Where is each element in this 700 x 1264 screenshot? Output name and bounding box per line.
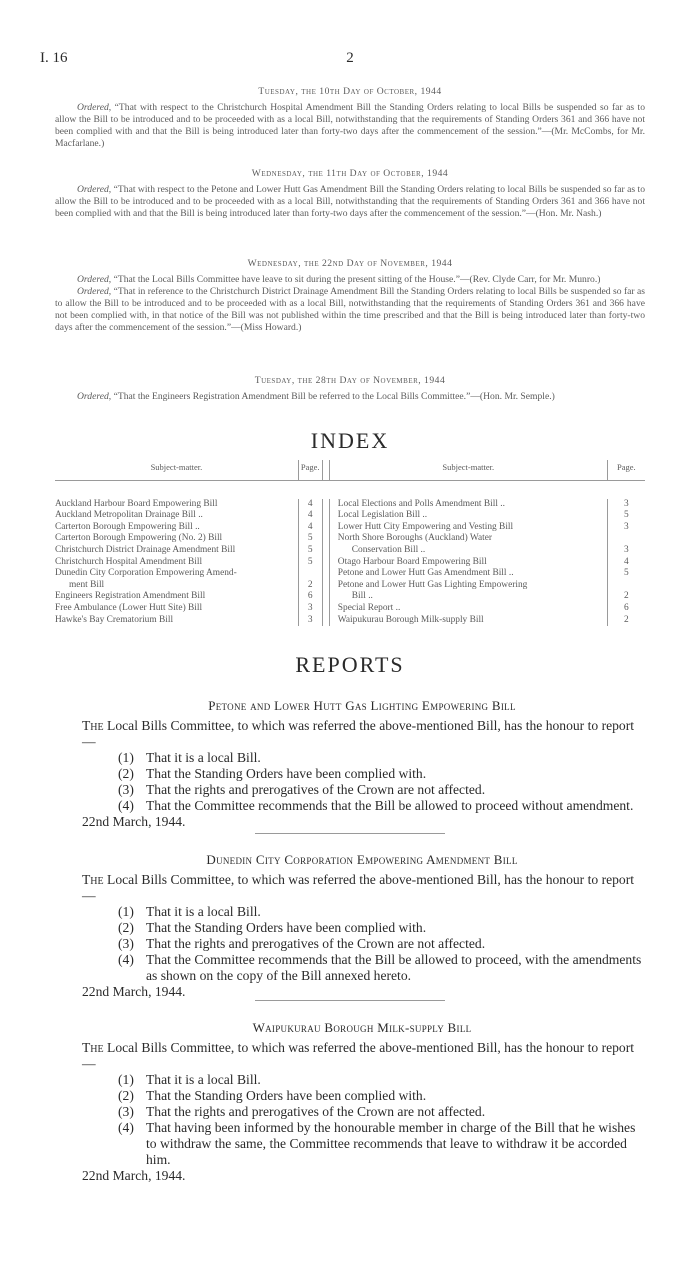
minute-paragraph	[55, 102, 645, 150]
index-right-subjects	[329, 499, 607, 627]
item-text: That the Committee recommends that the Bill be allowed to proceed without amendment.	[146, 798, 634, 813]
item-text: That the rights and prerogatives of the Crown are not affected.	[146, 1104, 486, 1119]
item-text: That the Standing Orders have been complied with.	[146, 920, 427, 935]
minute-text: “That the Local Bills Committee have leave to sit during the present sitting of the House.”—(Rev. Clyde Carr, for Mr. Munro.)	[111, 274, 601, 285]
ordered-lead: Ordered,	[77, 286, 112, 297]
index-heading: INDEX	[310, 428, 390, 453]
index-entry: Waipukurau Borough Milk-supply Bill	[337, 614, 484, 625]
index-right-pages	[607, 499, 645, 627]
intro-text: Local Bills Committee, to which was referred the above-mentioned Bill, has the honour to report—	[82, 718, 635, 749]
item-number: (1)	[118, 750, 134, 765]
index-entry: Carterton Borough Empowering (No. 2) Bill	[55, 533, 223, 544]
report-item	[118, 1104, 642, 1120]
report-item	[118, 1072, 642, 1088]
minute-date: Wednesday, the 11th Day of October, 1944	[251, 168, 449, 179]
index-divider	[322, 499, 329, 627]
index-entry: Auckland Metropolitan Drainage Bill ..	[55, 510, 203, 521]
index-entry-page: 5	[307, 533, 313, 544]
item-number: (3)	[118, 1104, 134, 1119]
item-number: (4)	[118, 1120, 134, 1135]
intro-lead: The	[82, 872, 104, 887]
index-entry: Dunedin City Corporation Empowering Amend-	[55, 568, 237, 579]
item-number: (2)	[118, 920, 134, 935]
report-title: Dunedin City Corporation Empowering Amendment Bill	[206, 852, 518, 867]
intro-text: Local Bills Committee, to which was referred the above-mentioned Bill, has the honour to report—	[82, 872, 635, 903]
index-entry-page: 2	[307, 579, 313, 590]
item-number: (1)	[118, 1072, 134, 1087]
minute-paragraph	[55, 274, 645, 286]
minute-text: “That in reference to the Christchurch District Drainage Amendment Bill the Standing Orders relating to local Bills be suspended so far as to allow the Bill to be introduced and to be proceeded with as a local Bill, notwithstanding that the requirements of Standing Orders 361 and 366 have not been complied with, in that notice of the Bill was not published within the time prescribed and that the Bill is being introduced later than forty-two days after the commencement of the session.”—(Miss Howard.)	[55, 286, 645, 333]
ordered-lead: Ordered,	[77, 102, 112, 113]
item-text: That the rights and prerogatives of the Crown are not affected.	[146, 782, 486, 797]
index-entry-page: 4	[307, 521, 313, 532]
report	[82, 852, 642, 1000]
minute-date: Wednesday, the 22nd Day of November, 1944	[247, 258, 453, 269]
minute-text: “That with respect to the Petone and Lower Hutt Gas Amendment Bill the Standing Orders relating to local Bills be suspended so far as to allow the Bill to be introduced and to be proceeded with as a local Bill, notwithstanding that the requirements of Standing Orders 361 and 366 have not been complied with and that the Bill is being introduced later than forty-two days after the commencement of the session.”—(Hon. Mr. Nash.)	[55, 184, 645, 219]
index-col-subject-2: Subject-matter.	[329, 460, 607, 480]
index-table	[55, 460, 645, 626]
index-col-page-2: Page.	[607, 460, 645, 480]
index-entry-page: 2	[624, 591, 629, 602]
index-entry-page: 3	[307, 614, 313, 625]
index-entry-page: 5	[307, 544, 313, 555]
index-entry: Christchurch District Drainage Amendment Bill	[55, 544, 236, 555]
index-entry-page: 4	[624, 556, 629, 567]
index-entry-page: 2	[624, 614, 629, 625]
ordered-lead: Ordered,	[77, 391, 112, 402]
item-text: That the rights and prerogatives of the Crown are not affected.	[146, 936, 486, 951]
intro-lead: The	[82, 1040, 104, 1055]
report-date: 22nd March, 1944.	[82, 814, 186, 829]
index-entry-page: 3	[624, 521, 629, 532]
index-entry: Special Report ..	[337, 602, 401, 613]
item-number: (2)	[118, 766, 134, 781]
index-entry: Carterton Borough Empowering Bill ..	[55, 521, 200, 532]
ordered-lead: Ordered,	[77, 274, 112, 285]
report-item	[118, 936, 642, 952]
report	[82, 698, 642, 830]
index-entry: Engineers Registration Amendment Bill	[55, 591, 206, 602]
item-number: (4)	[118, 798, 134, 813]
item-text: That it is a local Bill.	[146, 1072, 261, 1087]
index-entry-page	[299, 568, 322, 580]
page-number: 2	[346, 50, 354, 66]
report-items	[82, 750, 642, 814]
item-number: (4)	[118, 952, 134, 967]
intro-text: Local Bills Committee, to which was referred the above-mentioned Bill, has the honour to report—	[82, 1040, 635, 1071]
minute-text: “That the Engineers Registration Amendment Bill be referred to the Local Bills Committee.”—(Hon. Mr. Semple.)	[111, 391, 555, 402]
minute-entry	[55, 86, 645, 150]
report-item	[118, 1088, 642, 1104]
report-item	[118, 920, 642, 936]
minute-paragraph	[55, 184, 645, 220]
item-text: That the Standing Orders have been complied with.	[146, 1088, 427, 1103]
section-divider	[255, 1000, 445, 1001]
document-reference: I. 16	[40, 50, 68, 66]
minute-paragraph	[55, 286, 645, 334]
item-text: That the Committee recommends that the Bill be allowed to proceed, with the amendments as shown on the copy of the Bill annexed hereto.	[146, 952, 642, 983]
index-entry: Otago Harbour Board Empowering Bill	[337, 556, 487, 567]
minute-entry	[55, 168, 645, 220]
report-item	[118, 750, 642, 766]
report-item	[118, 904, 642, 920]
minute-date: Tuesday, the 28th Day of November, 1944	[254, 375, 446, 386]
index-entry-page: 5	[624, 510, 629, 521]
minute-entry	[55, 375, 645, 403]
report-item	[118, 952, 642, 984]
report-title: Petone and Lower Hutt Gas Lighting Empowering Bill	[208, 698, 516, 713]
index-left-pages	[298, 499, 322, 627]
minute-paragraph	[55, 391, 645, 403]
index-entry-page: 5	[307, 556, 313, 567]
index-left-subjects	[55, 499, 298, 627]
index-gap	[322, 460, 329, 480]
item-text: That it is a local Bill.	[146, 750, 261, 765]
report-date: 22nd March, 1944.	[82, 1168, 186, 1183]
item-number: (1)	[118, 904, 134, 919]
index-col-subject: Subject-matter.	[55, 460, 298, 480]
report	[82, 1020, 642, 1184]
index-entry: ment Bill	[69, 579, 105, 590]
report-intro	[82, 718, 642, 750]
report-intro	[82, 1040, 642, 1072]
index-entry-page: 5	[624, 568, 629, 579]
index-entry-page: 6	[307, 591, 313, 602]
index-entry: North Shore Boroughs (Auckland) Water	[337, 533, 493, 544]
report-item	[118, 782, 642, 798]
index-entry: Local Elections and Polls Amendment Bill ..	[337, 498, 505, 509]
report-title: Waipukurau Borough Milk-supply Bill	[252, 1020, 472, 1035]
index-entry-page: 4	[307, 510, 313, 521]
page-header	[40, 50, 660, 70]
report-item	[118, 766, 642, 782]
index-spacer	[55, 480, 645, 499]
index-entry-page	[608, 533, 645, 545]
section-divider	[255, 833, 445, 834]
minute-text: “That with respect to the Christchurch Hospital Amendment Bill the Standing Orders relating to local Bills be suspended so far as to allow the Bill to be introduced and to be proceeded with as a local Bill, notwithstanding that the requirements of Standing Orders 361 and 366 have not been complied with and that the Bill is being introduced later than forty-two days after the commencement of the session.”—(Mr. McCombs, for Mr. Macfarlane.)	[55, 102, 645, 149]
minute-entry	[55, 258, 645, 334]
index-entry: Conservation Bill ..	[351, 544, 426, 555]
index-entry-page: 3	[624, 544, 629, 555]
index-entry-page: 6	[624, 602, 629, 613]
index-entry: Petone and Lower Hutt Gas Amendment Bill ..	[337, 568, 514, 579]
reports-heading: REPORTS	[295, 652, 405, 677]
intro-lead: The	[82, 718, 104, 733]
index-entry: Auckland Harbour Board Empowering Bill	[55, 498, 218, 509]
index-entry-page	[608, 580, 645, 592]
index-entry-page: 4	[307, 498, 313, 509]
index-entry-page: 3	[624, 498, 629, 509]
ordered-lead: Ordered,	[77, 184, 112, 195]
item-number: (3)	[118, 936, 134, 951]
index-entry: Local Legislation Bill ..	[337, 510, 428, 521]
report-item	[118, 798, 642, 814]
report-item	[118, 1120, 642, 1168]
item-text: That having been informed by the honourable member in charge of the Bill that he wishes to withdraw the same, the Committee recommends that leave to withdraw it be accorded him.	[146, 1120, 636, 1167]
index-entry: Free Ambulance (Lower Hutt Site) Bill	[55, 602, 203, 613]
item-number: (2)	[118, 1088, 134, 1103]
index-entry-page: 3	[307, 602, 313, 613]
item-text: That it is a local Bill.	[146, 904, 261, 919]
index-entry: Petone and Lower Hutt Gas Lighting Empowering	[337, 579, 528, 590]
report-items	[82, 1072, 642, 1168]
report-date: 22nd March, 1944.	[82, 984, 186, 999]
item-number: (3)	[118, 782, 134, 797]
item-text: That the Standing Orders have been complied with.	[146, 766, 427, 781]
report-items	[82, 904, 642, 984]
index-col-page: Page.	[298, 460, 322, 480]
minute-date: Tuesday, the 10th Day of October, 1944	[258, 86, 442, 97]
report-intro	[82, 872, 642, 904]
index-entry: Bill ..	[351, 591, 373, 602]
index-entry: Christchurch Hospital Amendment Bill	[55, 556, 203, 567]
index-entry: Lower Hutt City Empowering and Vesting Bill	[337, 521, 514, 532]
index-entry: Hawke's Bay Crematorium Bill	[55, 614, 174, 625]
